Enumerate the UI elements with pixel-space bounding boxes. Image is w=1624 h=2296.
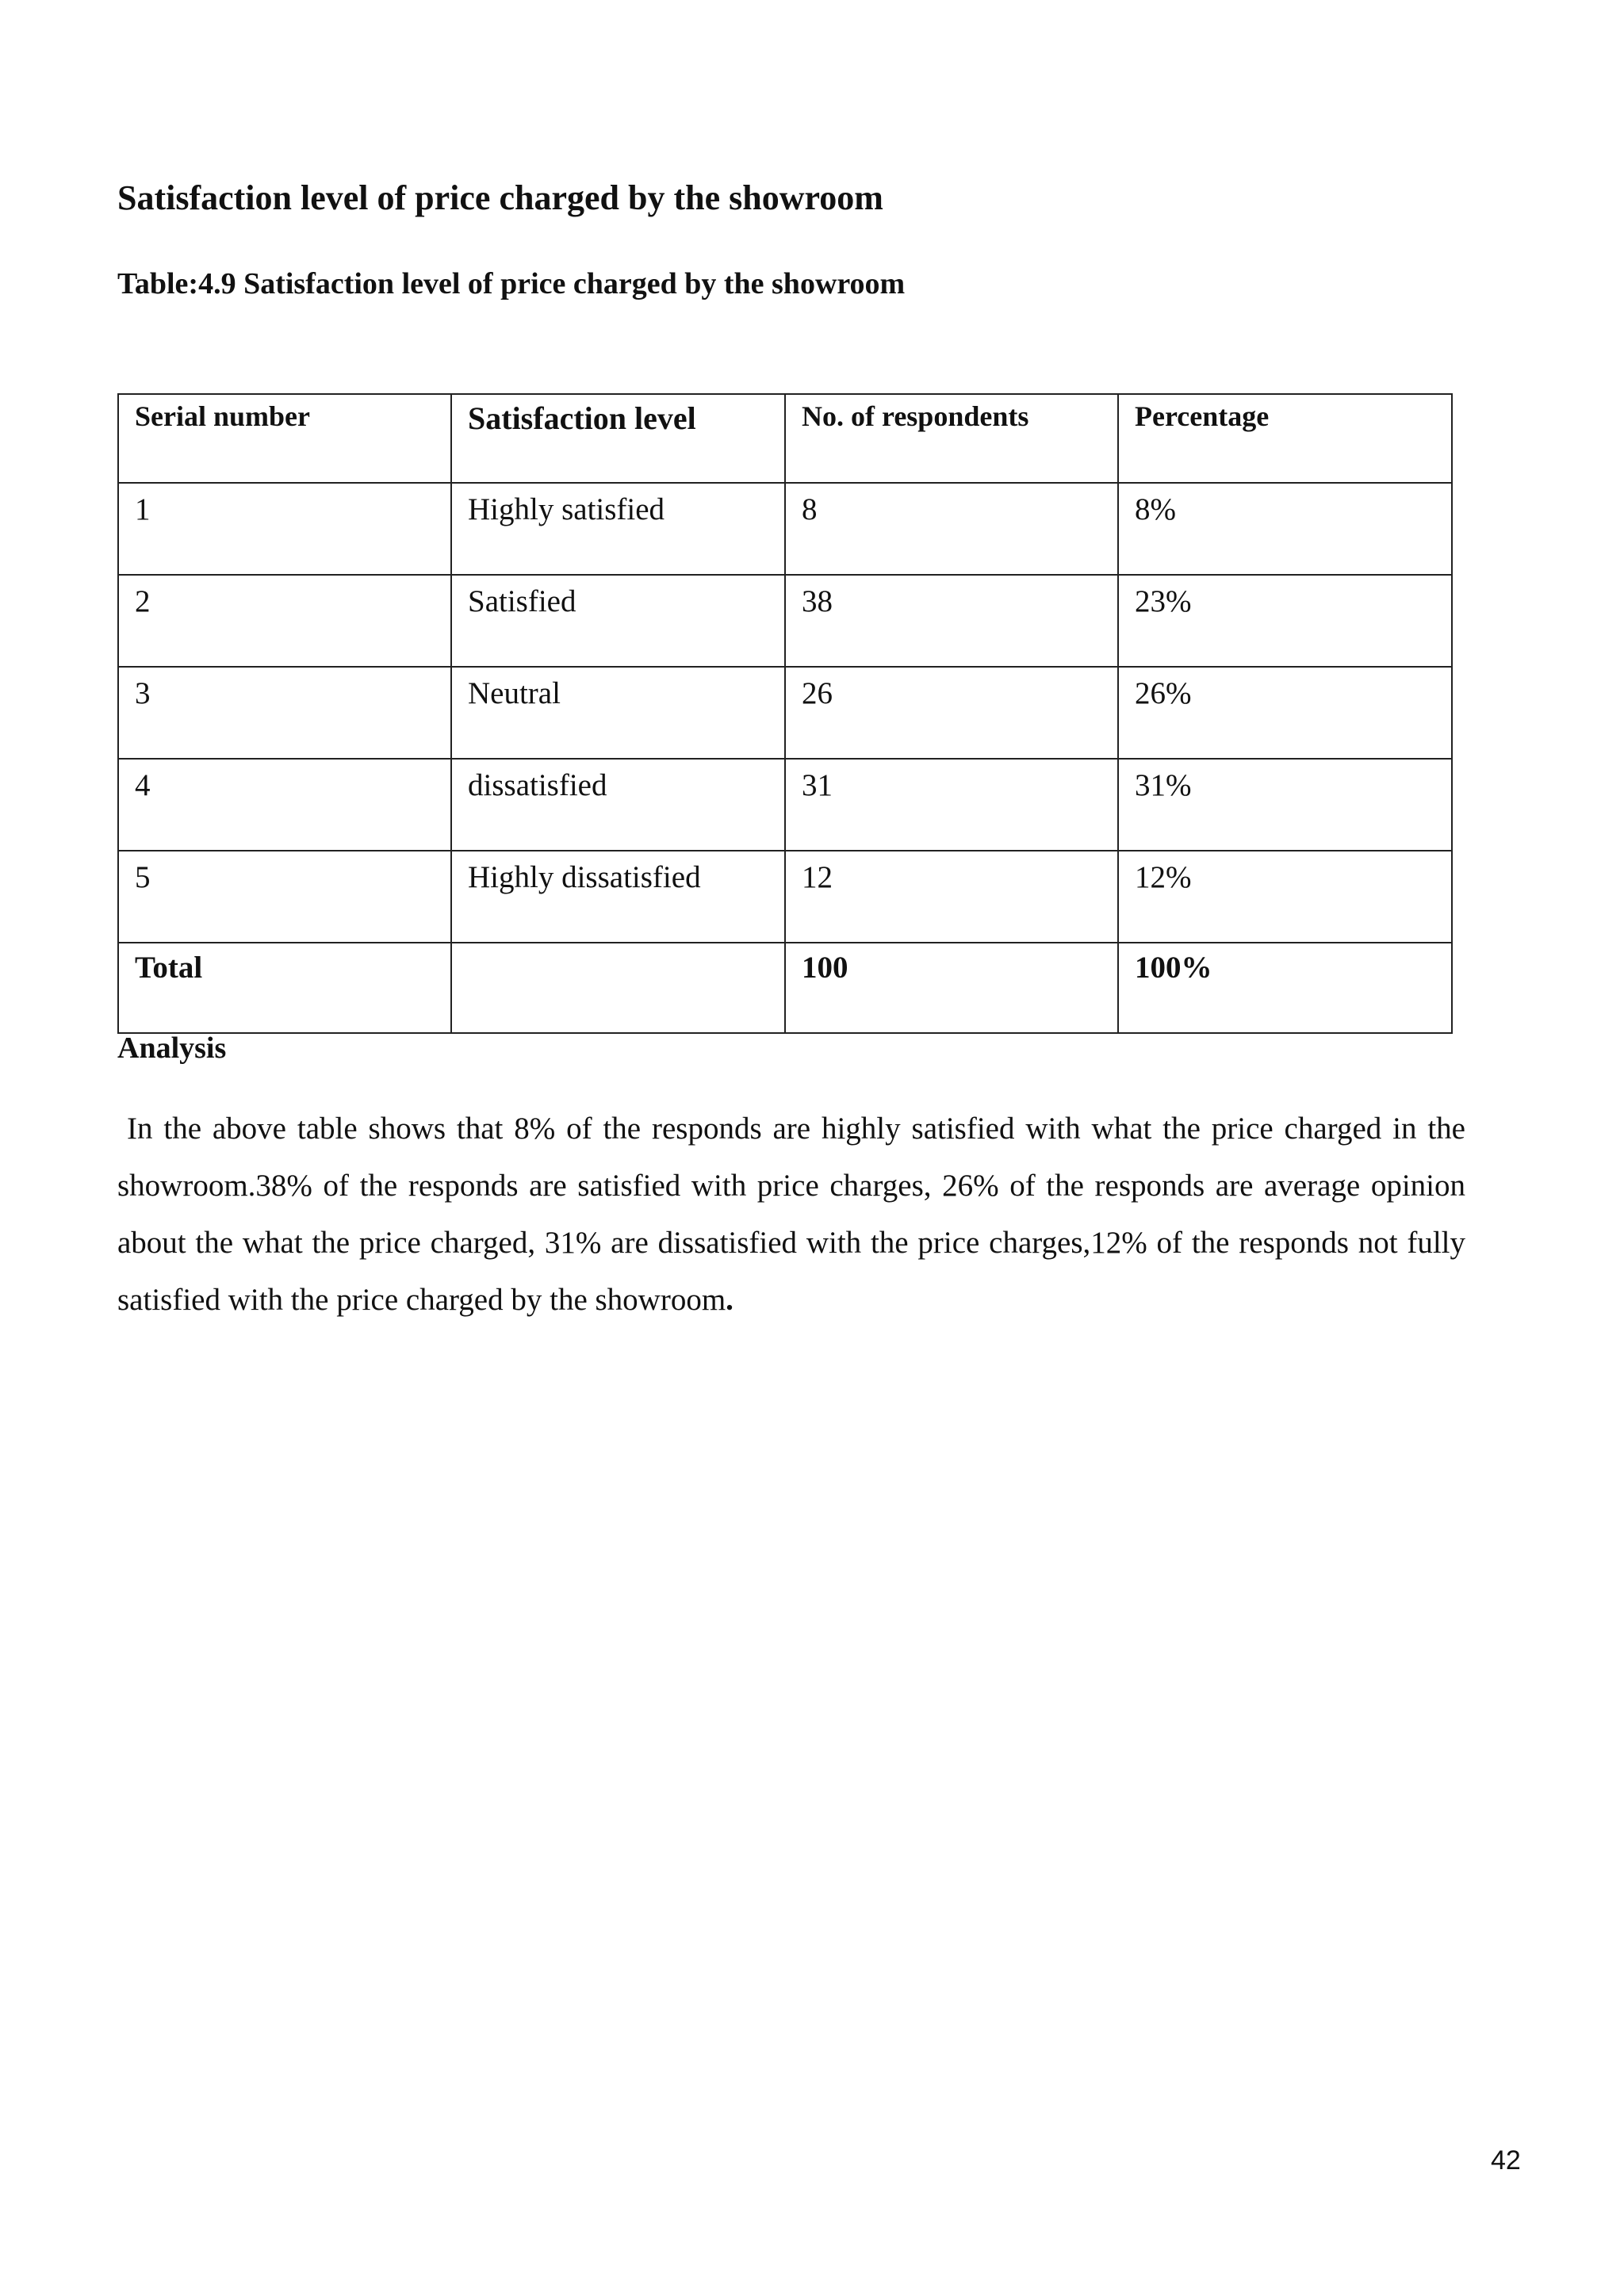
table-row xyxy=(118,483,1452,575)
table-caption: Table:4.9 Satisfaction level of price charged by the showroom xyxy=(117,267,906,300)
cell-respondents: 26 xyxy=(785,667,1118,759)
satisfaction-table xyxy=(117,393,1453,1034)
cell-serial: 4 xyxy=(118,759,451,851)
cell-satisfaction-level: Highly satisfied xyxy=(451,483,785,575)
analysis-final-period: . xyxy=(726,1283,733,1317)
cell-serial: 2 xyxy=(118,575,451,667)
table-header-row xyxy=(118,394,1452,483)
cell-serial: 1 xyxy=(118,483,451,575)
table-total-row xyxy=(118,943,1452,1033)
cell-serial: 5 xyxy=(118,851,451,943)
analysis-text: In the above table shows that 8% of the responds are highly satisfied with what the price charged in the showroom.38% of the responds are satisfied with price charges, 26% of the responds are average opinion about the what the price charged, 31% are dissatisfied with the price charges,12% of the responds not fully satisfied with the price charged by the showroom xyxy=(117,1112,1465,1317)
cell-percentage: 31% xyxy=(1118,759,1452,851)
table-row xyxy=(118,667,1452,759)
cell-respondents: 12 xyxy=(785,851,1118,943)
section-title: Satisfaction level of price charged by the showroom xyxy=(117,178,883,217)
cell-percentage: 8% xyxy=(1118,483,1452,575)
table-row xyxy=(118,759,1452,851)
column-header-satisfaction-level: Satisfaction level xyxy=(451,394,785,483)
column-header-no-of-respondents: No. of respondents xyxy=(785,394,1118,483)
cell-satisfaction-level: Highly dissatisfied xyxy=(451,851,785,943)
cell-respondents: 8 xyxy=(785,483,1118,575)
cell-percentage: 12% xyxy=(1118,851,1452,943)
cell-total-blank xyxy=(451,943,785,1033)
cell-total-label: Total xyxy=(118,943,451,1033)
cell-percentage: 23% xyxy=(1118,575,1452,667)
cell-total-respondents: 100 xyxy=(785,943,1118,1033)
cell-satisfaction-level: Neutral xyxy=(451,667,785,759)
column-header-percentage: Percentage xyxy=(1118,394,1452,483)
cell-respondents: 31 xyxy=(785,759,1118,851)
cell-serial: 3 xyxy=(118,667,451,759)
analysis-paragraph xyxy=(117,1100,1465,1329)
cell-satisfaction-level: Satisfied xyxy=(451,575,785,667)
column-header-serial-number: Serial number xyxy=(118,394,451,483)
table-row xyxy=(118,575,1452,667)
cell-total-percentage: 100% xyxy=(1118,943,1452,1033)
cell-satisfaction-level: dissatisfied xyxy=(451,759,785,851)
cell-percentage: 26% xyxy=(1118,667,1452,759)
analysis-heading: Analysis xyxy=(117,1031,227,1065)
table-row xyxy=(118,851,1452,943)
cell-respondents: 38 xyxy=(785,575,1118,667)
page-number: 42 xyxy=(1491,2145,1521,2175)
